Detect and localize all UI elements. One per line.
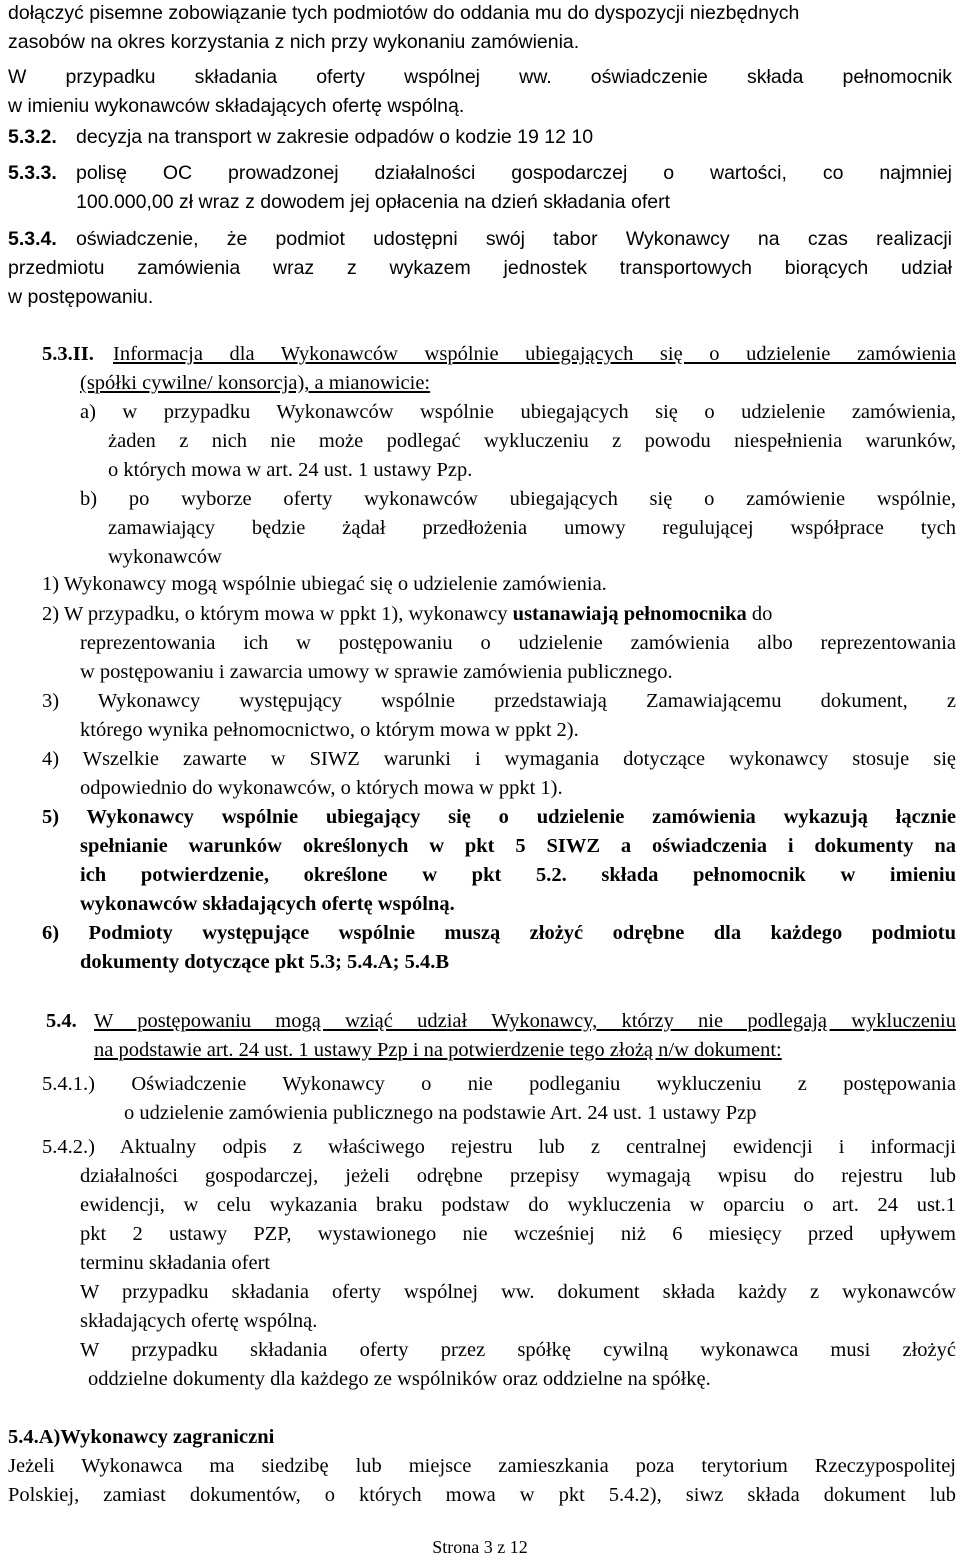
section-heading: na podstawie art. 24 ust. 1 ustawy Pzp i na potwierdzenie tego złożą n/w dokument:: [94, 1039, 782, 1061]
text-line: 1) Wykonawcy mogą wspólnie ubiegać się o udzielenie zamówienia.: [42, 573, 607, 595]
text-line: W przypadku składania oferty wspólnej ww. dokument składa każdy z wykonawców: [80, 1281, 956, 1303]
text-line: terminu składania ofert: [80, 1252, 271, 1274]
text-line: przedmiotu zamówienia wraz z wykazem jednostek transportowych biorących udział: [8, 257, 952, 279]
text-line: Polskiej, zamiast dokumentów, o których mowa w pkt 5.4.2), siwz składa dokument lub: [8, 1484, 956, 1506]
text-line: polisę OC prowadzonej działalności gospodarczej o wartości, co najmniej: [76, 162, 952, 184]
text-line: dołączyć pisemne zobowiązanie tych podmiotów do oddania mu do dyspozycji niezbędnych: [8, 2, 800, 24]
section-number: 5.4.: [46, 1010, 77, 1032]
text-line: 100.000,00 zł wraz z dowodem jej opłacenia na dzień składania ofert: [76, 191, 671, 213]
text-run: 2) W przypadku, o którym mowa w ppkt 1), wykonawcy: [42, 603, 513, 625]
text-line: 5) Wykonawcy wspólnie ubiegający się o udzielenie zamówienia wykazują łącznie: [42, 806, 956, 828]
page-number-footer: Strona 3 z 12: [432, 1537, 528, 1557]
text-line: spełnianie warunków określonych w pkt 5 SIWZ a oświadczenia i dokumenty na: [80, 835, 956, 857]
text-line: 5.4.1.) Oświadczenie Wykonawcy o nie podleganiu wykluczeniu z postępowania: [42, 1073, 956, 1095]
text-line: b) po wyborze oferty wykonawców ubiegających się o zamówienie wspólnie,: [80, 488, 956, 510]
text-run: do: [746, 603, 773, 625]
text-line: W przypadku składania oferty wspólnej ww. oświadczenie składa pełnomocnik: [8, 66, 952, 88]
text-line: oświadczenie, że podmiot udostępni swój tabor Wykonawcy na czas realizacji: [76, 228, 952, 250]
text-line: ewidencji, w celu wykazania braku podstaw do wykluczenia w oparciu o art. 24 ust.1: [80, 1194, 956, 1216]
text-line: dokumenty dotyczące pkt 5.3; 5.4.A; 5.4.B: [80, 951, 449, 973]
text-line: 3) Wykonawcy występujący wspólnie przedstawiają Zamawiającemu dokument, z: [42, 690, 956, 712]
text-run-bold: ustanawiają pełnomocnika: [512, 603, 747, 625]
text-line: żaden z nich nie może podlegać wykluczeniu z powodu niespełnienia warunków,: [108, 430, 956, 452]
text-line: pkt 2 ustawy PZP, wystawionego nie wcześniej niż 6 miesięcy przed upływem: [80, 1223, 956, 1245]
item-number: 5.3.3.: [8, 162, 57, 184]
text-line: a) w przypadku Wykonawców wspólnie ubiegających się o udzielenie zamówienia,: [80, 401, 956, 423]
section-heading: W postępowaniu mogą wziąć udział Wykonawcy, którzy nie podlegają wykluczeniu: [94, 1010, 956, 1032]
text-line: Jeżeli Wykonawca ma siedzibę lub miejsce zamieszkania poza terytorium Rzeczypospolitej: [8, 1455, 956, 1477]
text-line: w postępowaniu i zawarcia umowy w sprawie zamówienia publicznego.: [80, 661, 673, 683]
text-line: 5.4.2.) Aktualny odpis z właściwego rejestru lub z centralnej ewidencji i informacji: [42, 1136, 956, 1158]
text-line: [42, 601, 956, 627]
text-line: oddzielne dokumenty dla każdego ze wspólników oraz oddzielne na spółkę.: [88, 1368, 711, 1390]
text-line: wykonawców: [108, 546, 222, 568]
text-line: decyzja na transport w zakresie odpadów o kodzie 19 12 10: [76, 126, 594, 148]
text-line: 6) Podmioty występujące wspólnie muszą złożyć odrębne dla każdego podmiotu: [42, 922, 956, 944]
item-number: 5.3.4.: [8, 228, 57, 250]
text-line: 4) Wszelkie zawarte w SIWZ warunki i wymagania dotyczące wykonawcy stosuje się: [42, 748, 956, 770]
text-line: którego wynika pełnomocnictwo, o którym mowa w ppkt 2).: [80, 719, 579, 741]
item-number: 5.3.2.: [8, 126, 57, 148]
text-line: ich potwierdzenie, określone w pkt 5.2. składa pełnomocnik w imieniu: [80, 864, 956, 886]
text-line: składających ofertę wspólną.: [80, 1310, 318, 1332]
text-line: w imieniu wykonawców składających ofertę wspólną.: [8, 95, 465, 117]
text-line: wykonawców składających ofertę wspólną.: [80, 893, 455, 915]
text-line: zasobów na okres korzystania z nich przy wykonaniu zamówienia.: [8, 31, 580, 53]
text-line: o udzielenie zamówienia publicznego na podstawie Art. 24 ust. 1 ustawy Pzp: [124, 1102, 757, 1124]
section-heading: 5.4.A)Wykonawcy zagraniczni: [8, 1426, 275, 1448]
text-line: o których mowa w art. 24 ust. 1 ustawy Pzp.: [108, 459, 473, 481]
text-line: działalności gospodarczej, jeżeli odrębne przepisy wymagają wpisu do rejestru lub: [80, 1165, 956, 1187]
text-line: reprezentowania ich w postępowaniu o udzielenie zamówienia albo reprezentowania: [80, 632, 956, 654]
text-line: odpowiednio do wykonawców, o których mowa w ppkt 1).: [80, 777, 563, 799]
section-heading: (spółki cywilne/ konsorcja), a mianowicie:: [80, 372, 431, 394]
text-line: W przypadku składania oferty przez spółkę cywilną wykonawca musi złożyć: [80, 1339, 956, 1361]
text-line: w postępowaniu.: [8, 286, 154, 308]
text-line: zamawiający będzie żądał przedłożenia umowy regulującej współprace tych: [108, 517, 956, 539]
section-heading: Informacja dla Wykonawców wspólnie ubiegających się o udzielenie zamówienia: [113, 343, 956, 365]
section-number: 5.3.II.: [42, 343, 94, 365]
